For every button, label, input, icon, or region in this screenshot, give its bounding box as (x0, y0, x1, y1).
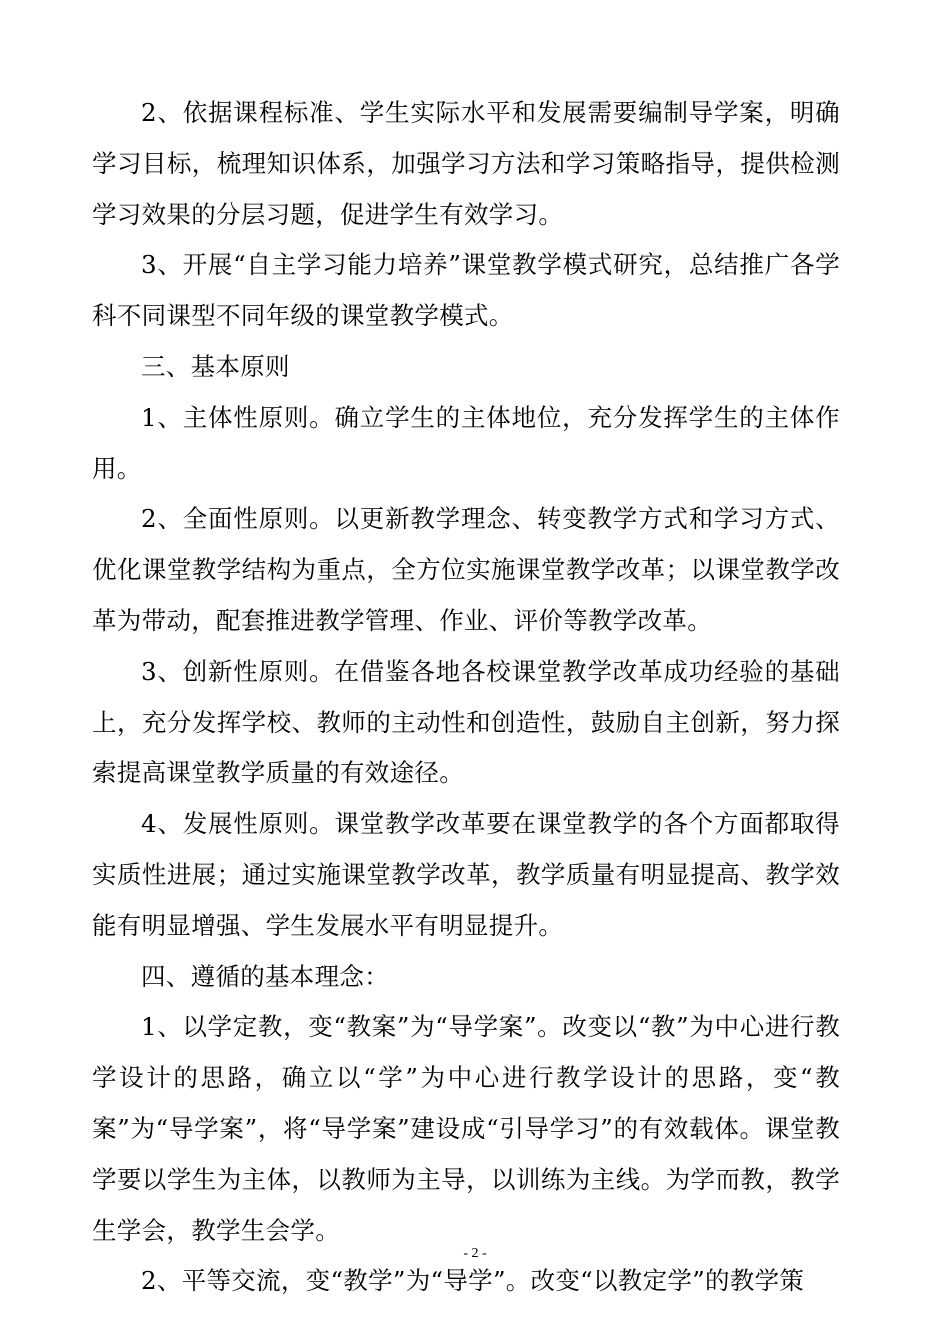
paragraph-innovation-principle: 3、创新性原则。在借鉴各地各校课堂教学改革成功经验的基础上，充分发挥学校、教师的主动性和创造性，鼓励自主创新，努力探索提高课堂教学质量的有效途径。 (92, 656, 840, 788)
document-body (92, 88, 840, 1307)
paragraph-learning-based-teaching: 1、以学定教，变“教案”为“导学案”。改变以“教”为中心进行教学设计的思路，确立以“学”为中心进行教学设计的思路，变“教案”为“导学案”，将“导学案”建设成“引导学习”的有效载体。课堂教学要以学生为主体，以教师为主导，以训练为主线。为学而教，教学生学会，教学生会学。 (92, 1012, 840, 1245)
paragraph-development-principle: 4、发展性原则。课堂教学改革要在课堂教学的各个方面都取得实质性进展；通过实施课堂教学改革，教学质量有明显提高、教学效能有明显增强、学生发展水平有明显提升。 (92, 809, 840, 940)
paragraph-guided-learning-plan: 2、依据课程标准、学生实际水平和发展需要编制导学案，明确学习目标，梳理知识体系，加强学习方法和学习策略指导，提供检测学习效果的分层习题，促进学生有效学习。 (92, 98, 840, 229)
paragraph-equal-communication: 2、平等交流，变“教学”为“导学”。改变“以教定学”的教学策 (141, 1266, 805, 1296)
paragraph-teaching-model-research: 3、开展“自主学习能力培养”课堂教学模式研究，总结推广各学科不同课型不同年级的课堂教学模式。 (92, 250, 840, 331)
page-number: - 2 - (463, 1246, 487, 1261)
paragraph-comprehensiveness-principle: 2、全面性原则。以更新教学理念、转变教学方式和学习方式、优化课堂教学结构为重点，全方位实施课堂教学改革；以课堂教学改革为带动，配套推进教学管理、作业、评价等教学改革。 (92, 504, 840, 635)
paragraph-subjectivity-principle: 1、主体性原则。确立学生的主体地位，充分发挥学生的主体作用。 (92, 402, 840, 483)
section-heading-basic-concepts: 四、遵循的基本理念： (141, 961, 389, 991)
section-heading-basic-principles: 三、基本原则 (141, 351, 290, 381)
